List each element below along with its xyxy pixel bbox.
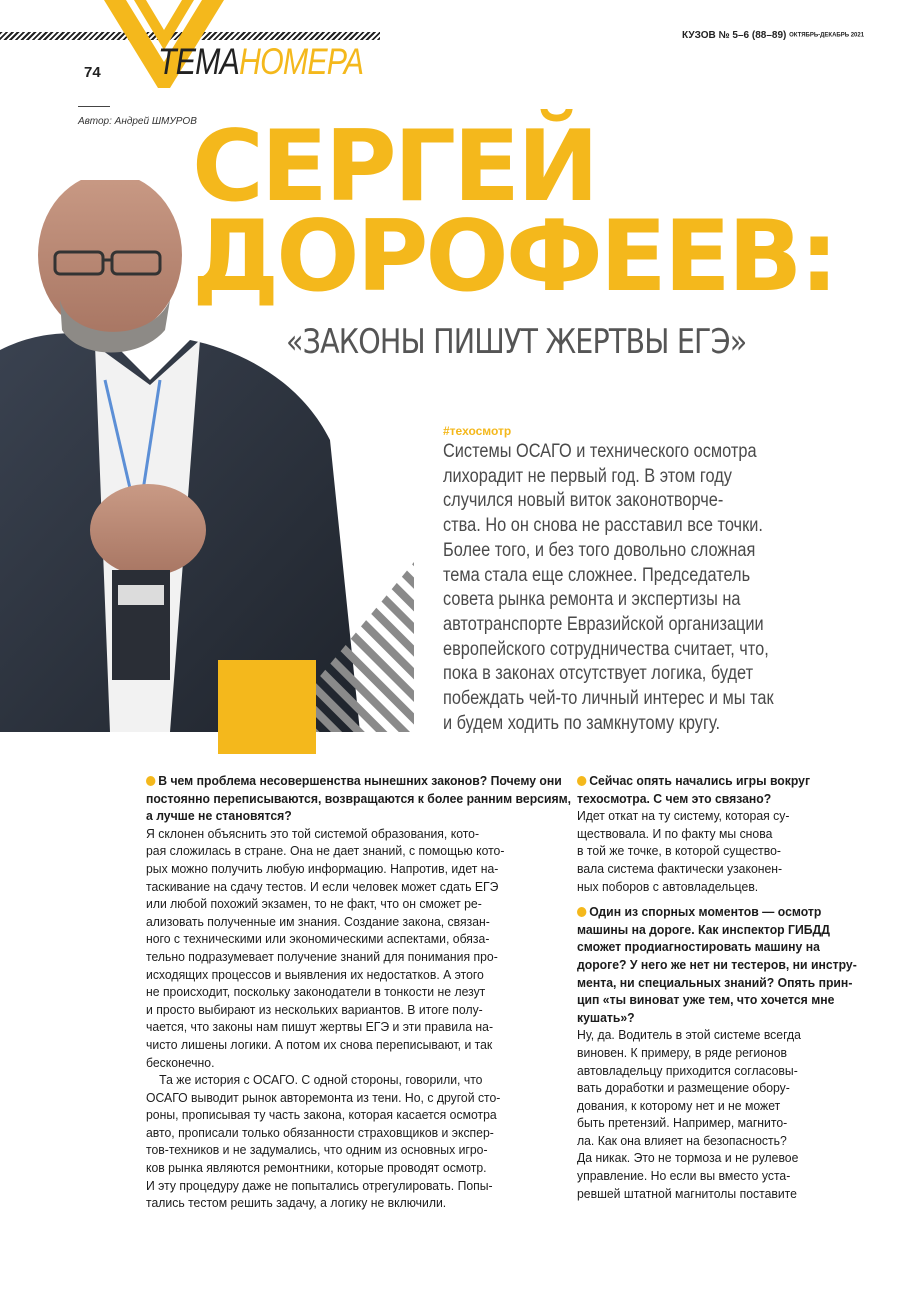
bullet-icon <box>146 776 155 786</box>
answer-2-line: ществовала. И по факту мы снова <box>577 825 773 841</box>
headline <box>192 110 836 314</box>
answer-1-line: ализовать полученные им знания. Создание закона, связан- <box>146 913 490 929</box>
lead-line: Более того, и без того довольно сложная <box>443 539 756 561</box>
answer-1b-line: Та же история с ОСАГО. С одной стороны, говорили, что <box>159 1072 483 1088</box>
headline-line-2: ДОРОФЕЕВ: <box>192 200 836 314</box>
question-2-line: техосмотра. С чем это связано? <box>577 790 772 806</box>
answer-2-line: вала система фактически узаконен- <box>577 860 783 876</box>
answer-3-line: автовладельцу приходится согласовы- <box>577 1062 798 1078</box>
author-divider <box>78 106 110 107</box>
question-3-line: кушать»? <box>577 1009 635 1025</box>
lead-line: и будем ходить по замкнутому кругу. <box>443 712 721 734</box>
answer-1-line: чисто лишены логики. А потом их снова переписывают, и так <box>146 1036 493 1052</box>
question-1-line: а лучше не становятся? <box>146 808 292 824</box>
hashtag-label: #техосмотр <box>443 424 512 438</box>
answer-3-line: вать доработки и размещение обору- <box>577 1080 790 1096</box>
answer-1b-line: роны, прописывая ту часть закона, которая касается осмотра <box>146 1107 497 1123</box>
answer-3-line: быть претензий. Например, магнито- <box>577 1115 788 1131</box>
lead-line: ства. Но он снова не расставил все точки. <box>443 515 763 537</box>
lead-line: тема стала еще сложнее. Председатель <box>443 564 751 586</box>
issue-main: КУЗОВ № 5–6 (88–89) <box>682 30 787 41</box>
lead-line: совета рынка ремонта и экспертизы на <box>443 589 741 611</box>
answer-1-line: ного с техническими или экономическими аспектами, обяза- <box>146 931 490 947</box>
lead-line: пока в законах отсутствует логика, будет <box>443 663 754 685</box>
article-column-2 <box>577 772 857 1202</box>
answer-1-line: Я склонен объяснить это той системой образования, кото- <box>146 825 480 841</box>
answer-1b-line: ОСАГО выводит рынок авторемонта из тени. Но, с другой сто- <box>146 1089 501 1105</box>
answer-2-line: в той же точке, в которой существо- <box>577 843 781 859</box>
answer-2-line: ных поборов с автовладельцев. <box>577 878 759 894</box>
rubric-word-1: ТЕМА <box>158 41 240 82</box>
answer-1-line: рых можно получить любую информацию. Напротив, идет на- <box>146 860 499 876</box>
lead-line: случился новый виток законотворче- <box>443 490 724 512</box>
answer-3-line: ревшей штатной магнитолы поставите <box>577 1185 797 1201</box>
article-column-1 <box>146 772 572 1212</box>
question-3-line: Один из спорных моментов — осмотр <box>577 903 821 921</box>
answer-1b-line: авто, прописали только обязанности страховщиков и экспер- <box>146 1124 494 1140</box>
answer-1-line: таскивание на сдачу тестов. И если человек может сдать ЕГЭ <box>146 878 499 894</box>
bullet-icon <box>577 776 586 786</box>
rubric-title <box>158 42 363 82</box>
question-1-line: В чем проблема несовершенства нынешних законов? Почему они <box>146 772 522 790</box>
question-3-line: дороге? У него же нет ни тестеров, ни инстру- <box>577 956 857 972</box>
question-3-line: мента, ни специальных знаний? Опять прин- <box>577 974 853 990</box>
question-2-line: Сейчас опять начались игры вокруг <box>577 772 821 790</box>
answer-3-line: Ну, да. Водитель в этой системе всегда <box>577 1027 801 1043</box>
rubric-word-2: НОМЕРА <box>239 41 364 82</box>
answer-1-line: рая сложилась в стране. Она не дает знаний, с помощью кото- <box>146 843 505 859</box>
answer-3-line: ла. Как она влияет на безопасность? <box>577 1132 787 1148</box>
yellow-accent-square <box>218 660 316 754</box>
question-3-line: цип «ты виноват уже тем, что хочется мне <box>577 992 835 1008</box>
answer-1b-line: тов-техников и не задумались, что одним из основных игро- <box>146 1142 488 1158</box>
answer-1-line: бесконечно. <box>146 1054 215 1070</box>
answer-3-line: управление. Но если вы вместо уста- <box>577 1168 791 1184</box>
answer-1-line: исходящих процессов и выявления их недостатков. А этого <box>146 966 484 982</box>
answer-1b-line: И эту процедуру даже не попытались отрегулировать. Попы- <box>146 1177 493 1193</box>
issue-info <box>682 30 864 41</box>
answer-1-line: тельно подразумевает получение знаний для понимания про- <box>146 948 498 964</box>
lead-paragraph <box>443 440 778 736</box>
lead-line: побеждать чей-то личный интерес и мы так <box>443 688 774 710</box>
lead-line: европейского сотрудничества считает, что, <box>443 638 769 660</box>
question-3-line: сможет продиагностировать машину на <box>577 939 820 955</box>
answer-2-line: Идет откат на ту систему, которая су- <box>577 808 790 824</box>
page-number: 74 <box>84 64 101 81</box>
paragraph-gap <box>577 895 821 903</box>
headline-line-1: СЕРГЕЙ <box>192 110 597 224</box>
answer-1-line: или любой похожий экзамен, то не факт, что он сможет ре- <box>146 896 482 912</box>
headline-quote: «ЗАКОНЫ ПИШУТ ЖЕРТВЫ ЕГЭ» <box>286 322 747 362</box>
question-3-line: машины на дороге. Как инспектор ГИБДД <box>577 921 830 937</box>
lead-line: Системы ОСАГО и технического осмотра <box>443 441 757 462</box>
answer-1-line: не происходит, поскольку законодатели в тонкости не лезут <box>146 984 486 1000</box>
answer-3-line: Да никак. Это не тормоза и не рулевое <box>577 1150 799 1166</box>
answer-1-line: и просто выбирают из нескольких вариантов. В итоге полу- <box>146 1001 483 1017</box>
answer-1b-line: тались тестом решить задачу, а логику не включили. <box>146 1195 447 1211</box>
answer-1b-line: ков рынка являются ремонтники, которые проводят осмотр. <box>146 1160 487 1176</box>
lead-line: автотранспорте Евразийской организации <box>443 613 764 635</box>
answer-1-line: чается, что законы нам пишут жертвы ЕГЭ и эти правила на- <box>146 1019 494 1035</box>
issue-date: ОКТЯБРЬ-ДЕКАБРЬ 2021 <box>789 32 865 39</box>
answer-3-line: дования, к которому нет и не может <box>577 1097 781 1113</box>
answer-3-line: виновен. К примеру, в ряде регионов <box>577 1044 788 1060</box>
question-1-line: постоянно переписываются, возвращаются к более ранним версиям, <box>146 790 572 806</box>
bullet-icon <box>577 907 586 917</box>
author-byline: Автор: Андрей ШМУРОВ <box>78 116 197 127</box>
lead-line: лихорадит не первый год. В этом году <box>443 465 732 487</box>
